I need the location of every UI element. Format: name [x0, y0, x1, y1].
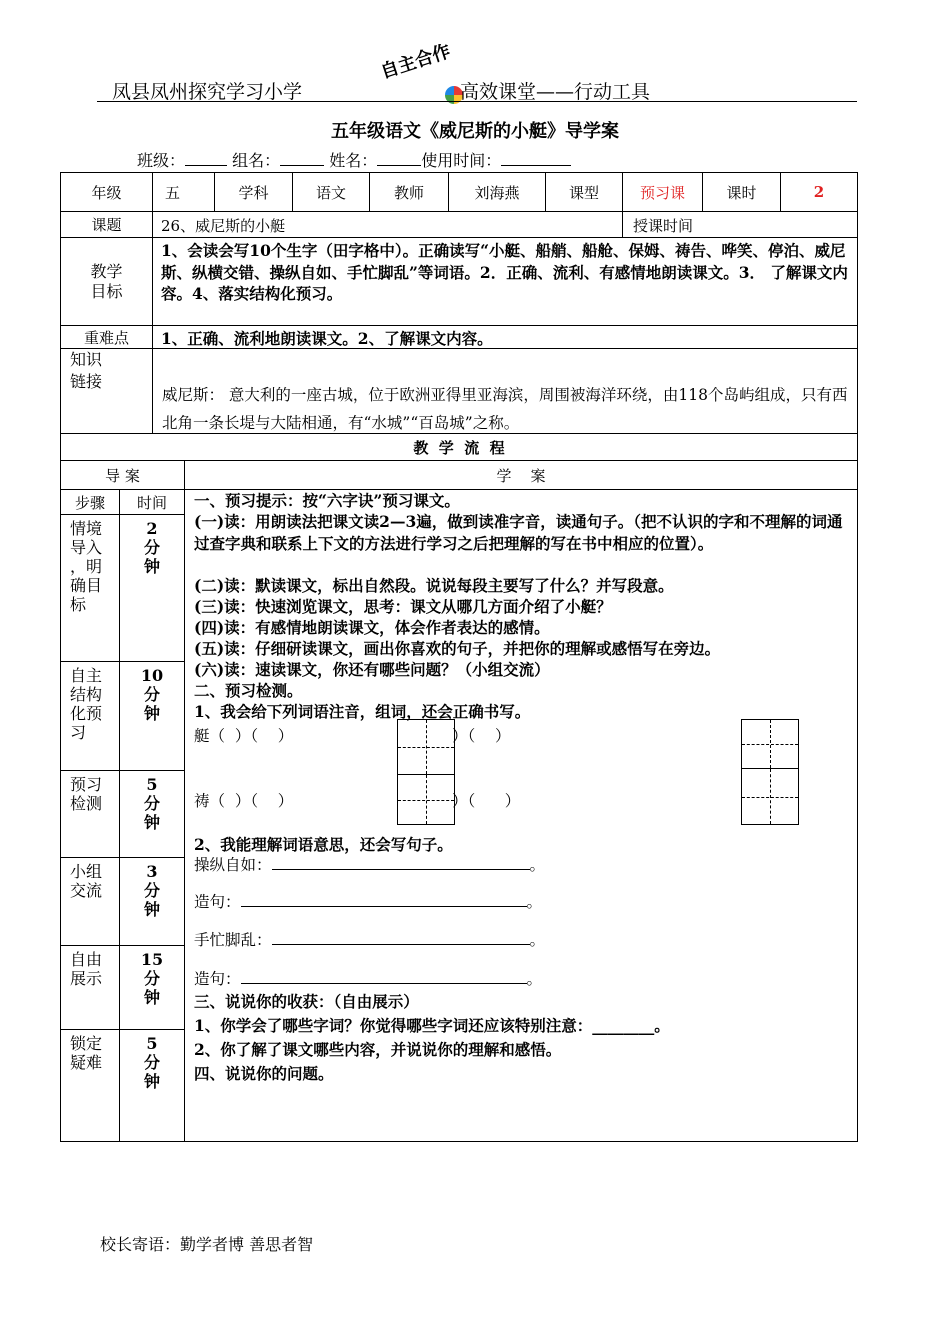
group-label: 组名： [232, 151, 281, 170]
sentence-line-2 [194, 969, 542, 991]
class-field[interactable] [185, 165, 227, 166]
knowledge-label: 知识 链接 [60, 348, 153, 434]
hours-label: 课时 [702, 172, 781, 212]
meta-line [137, 148, 571, 171]
study-section-3: 三、说说你的收获：（自由展示） [194, 992, 419, 1011]
step-time: 3 分 钟 [119, 857, 185, 946]
step-time: 5 分 钟 [119, 1029, 185, 1142]
guide-header: 导 案 [60, 460, 185, 490]
process-title: 教 学 流 程 [60, 433, 858, 461]
answer-blank[interactable] [241, 906, 527, 907]
class-label: 班级： [137, 151, 186, 170]
phrase-label: 操纵自如： [194, 856, 272, 874]
header-divider [97, 101, 857, 102]
check-question-2: 2、我能理解词语意思，还会写句子。 [194, 835, 453, 854]
difficulty-text: 1、正确、流利地朗读课文。2、了解课文内容。 [152, 325, 858, 349]
school-name: 凤县凤州探究学习小学 [112, 81, 303, 103]
read-step-3: (三)读：快速浏览课文，思考：课文从哪几方面介绍了小艇？ [194, 597, 612, 616]
header-slogan: 高效课堂——行动工具 [460, 81, 651, 103]
study-section-4: 四、说说你的问题。 [194, 1064, 334, 1083]
phrase-label: 手忙脚乱： [194, 931, 272, 949]
step-time: 5 分 钟 [119, 770, 185, 858]
writing-grid[interactable] [741, 719, 799, 769]
step-name: 情境 导入 ，明 确目 标 [60, 514, 120, 662]
teacher-label: 教师 [369, 172, 449, 212]
subject-label: 学科 [214, 172, 293, 212]
answer-blank[interactable] [241, 983, 527, 984]
sentence-label: 造句： [194, 893, 241, 911]
step-name: 预习 检测 [60, 770, 120, 858]
answer-blank[interactable] [272, 869, 530, 870]
harvest-question-2: 2、你了解了课文哪些内容，并说说你的理解和感悟。 [194, 1040, 562, 1059]
step-name: 锁定 疑难 [60, 1029, 120, 1142]
writing-grid[interactable] [397, 719, 455, 775]
name-field[interactable] [377, 165, 421, 166]
topic-value: 26、威尼斯的小艇 [152, 211, 623, 238]
period-mark: 。 [529, 931, 546, 949]
phrase-line-2 [194, 930, 545, 952]
knowledge-text: 威尼斯： 意大利的一座古城，位于欧洲亚得里亚海滨，周围被海洋环绕，由118个岛屿组成，只有西北角一条长堤与大陆相通，有“水城”“百岛城”之称。 [152, 348, 858, 434]
grade-label: 年级 [60, 172, 153, 212]
time-field[interactable] [501, 165, 571, 166]
logo-text: 自主合作 [378, 40, 454, 84]
period-mark: 。 [526, 893, 543, 911]
step-name: 自主 结构 化预 习 [60, 661, 120, 771]
goals-label: 教学 目标 [60, 237, 153, 326]
word-row-1: 艇（ ）（ ） [194, 727, 294, 745]
read-step-4: (四)读：有感情地朗读课文，体会作者表达的感情。 [194, 618, 550, 637]
period-mark: 。 [526, 970, 543, 988]
step-time: 10 分 钟 [119, 661, 185, 771]
phrase-line-1 [194, 855, 545, 877]
topic-label: 课题 [60, 211, 153, 238]
word-row-2: 祷（ ）（ ） [194, 792, 294, 810]
teacher-value: 刘海燕 [448, 172, 546, 212]
study-header: 学 案 [184, 460, 858, 490]
sentence-label: 造句： [194, 970, 241, 988]
word-row-2b: ）（ ） [452, 792, 521, 810]
harvest-question-1: 1、你学会了哪些字词？你觉得哪些字词还应该特别注意：________。 [194, 1016, 670, 1035]
difficulty-label: 重难点 [60, 325, 153, 349]
read-step-2: (二)读：默读课文，标出自然段。说说每段主要写了什么？并写段意。 [194, 576, 674, 595]
grade-value: 五 [152, 172, 215, 212]
goals-text: 1、会读会写10个生字（田字格中）。正确读写“小艇、船艄、船舱、保姆、祷告、哗笑、停泊、威尼斯、纵横交错、操纵自如、手忙脚乱”等词语。2．正确、流利、有感情地朗读课文。3． 了解课文内容。4、落实结构化预习。 [152, 237, 858, 326]
writing-grid[interactable] [397, 774, 455, 825]
step-name: 小组 交流 [60, 857, 120, 946]
writing-grid[interactable] [741, 768, 799, 825]
principal-motto: 校长寄语：勤学者博 善思者智 [100, 1235, 314, 1254]
step-time: 15 分 钟 [119, 945, 185, 1030]
step-header: 步骤 [60, 489, 120, 515]
type-value: 预习课 [622, 172, 703, 212]
read-step-6: (六)读：速读课文，你还有哪些问题？（小组交流） [194, 660, 550, 679]
page-title: 五年级语文《威尼斯的小艇》导学案 [331, 121, 619, 142]
teaching-time-label: 授课时间 [622, 211, 858, 238]
sentence-line-1 [194, 892, 542, 914]
check-question-1: 1、我会给下列词语注音，组词，还会正确书写。 [194, 702, 531, 721]
hours-value: 2 [780, 172, 858, 212]
step-time: 2 分 钟 [119, 514, 185, 662]
read-step-5: (五)读：仔细研读课文，画出你喜欢的句子，并把你的理解或感悟写在旁边。 [194, 639, 721, 658]
logo [378, 40, 465, 106]
time-label: 使用时间： [421, 151, 502, 170]
period-mark: 。 [529, 856, 546, 874]
group-field[interactable] [280, 165, 324, 166]
study-section-2: 二、预习检测。 [194, 681, 303, 700]
name-label: 姓名： [329, 151, 378, 170]
study-section-1: 一、预习提示：按“六字诀”预习课文。 [194, 491, 460, 510]
word-row-1b: ）（ ） [452, 727, 511, 745]
type-label: 课型 [545, 172, 623, 212]
subject-value: 语文 [292, 172, 370, 212]
time-header: 时间 [119, 489, 185, 515]
read-step-1: (一)读：用朗读法把课文读2—3遍，做到读准字音，读通句子。（把不认识的字和不理解的词通过查字典和联系上下文的方法进行学习之后把理解的写在书中相应的位置）。 [194, 512, 843, 553]
answer-blank[interactable] [272, 944, 530, 945]
step-name: 自由 展示 [60, 945, 120, 1030]
